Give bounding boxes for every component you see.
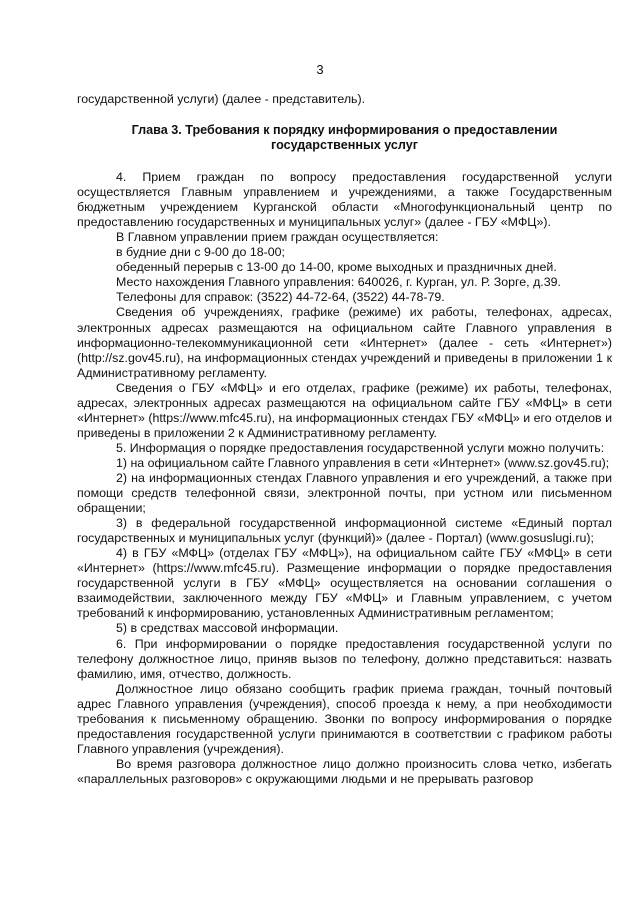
paragraph-5-sources: 5. Информация о порядке предоставления государственной услуги можно получить: — [116, 440, 605, 455]
paragraph-continuation: государственной услуги) (далее - представитель). — [77, 92, 366, 106]
paragraph-phones: Телефоны для справок: (3522) 44-72-64, (3522) 44-78-79. — [116, 290, 445, 305]
list-item-3: 3) в федеральной государственной информационной системе «Единый портал государственных и муниципальных услуг (функций)» (далее - Портал) (www.gosuslugi.ru); — [77, 516, 612, 546]
list-item-1: 1) на официальном сайте Главного управления в сети «Интернет» (www.sz.gov45.ru); — [116, 455, 610, 470]
paragraph-official-duties: Должностное лицо обязано сообщить график приема граждан, точный почтовый адрес Главного управления (учреждения), способ проезда к нему, а при необходимости требования к письменному обращению. Звонки по вопросу информирования о порядке предоставления государственной услуги принимаются в соответствии с графиком работы Главного управления (учреждения). — [77, 681, 612, 756]
paragraph-6-phone-info: 6. При информировании о порядке предоставления государственной услуги по телефону должностное лицо, приняв вызов по телефону, должно представиться: назвать фамилию, имя, отчество, должность. — [77, 636, 612, 681]
paragraph-reception-intro: В Главном управлении прием граждан осуществляется: — [116, 230, 439, 245]
paragraph-address: Место нахождения Главного управления: 640026, г. Курган, ул. Р. Зорге, д.39. — [116, 275, 561, 290]
paragraph-institutions-info: Сведения об учреждениях, графике (режиме) их работы, телефонах, адресах, электронных адресах размещаются на официальном сайте Главного управления в информационно-телекоммуникационной сети «Интернет» (далее - сеть «Интернет») (http://sz.gov45.ru), на информационных стендах учреждений и приведены в приложении 1 к Административному регламенту. — [77, 305, 612, 380]
list-item-2: 2) на информационных стендах Главного управления и его учреждений, а также при помощи средств телефонной связи, электронной почты, при устном или письменном обращении; — [77, 470, 612, 516]
paragraph-4-reception: 4. Прием граждан по вопросу предоставления государственной услуги осуществляется Главным управлением и учреждениями, а также Государственным бюджетным учреждением Курганской области «Многофункциональный центр по предоставлению государственных и муниципальных услуг» (далее - ГБУ «МФЦ»). — [77, 170, 612, 230]
list-item-5: 5) в средствах массовой информации. — [116, 621, 339, 636]
paragraph-lunch-break: обеденный перерыв с 13-00 до 14-00, кроме выходных и праздничных дней. — [116, 260, 557, 275]
page-number: 3 — [316, 62, 324, 77]
paragraph-weekdays-hours: в будние дни с 9-00 до 18-00; — [116, 245, 285, 260]
list-item-4: 4) в ГБУ «МФЦ» (отделах ГБУ «МФЦ»), на официальном сайте ГБУ «МФЦ» в сети «Интернет» (https://www.mfc45.ru). Размещение информации о порядке предоставления государственной услуги в ГБУ «МФЦ» осуществляется на основании соглашения о взаимодействии, заключенного между ГБУ «МФЦ» и Главным управлением, с учетом требований к информированию, установленных Административным регламентом; — [77, 546, 612, 621]
chapter-3-title: Глава 3. Требования к порядку информирования о предоставлении государственных услуг — [131, 123, 558, 153]
paragraph-conversation-rules: Во время разговора должностное лицо должно произносить слова четко, избегать «параллельных разговоров» с окружающими людьми и не прерывать разговор — [77, 756, 612, 786]
paragraph-mfc-info: Сведения о ГБУ «МФЦ» и его отделах, графике (режиме) их работы, телефонах, адресах, электронных адресах размещаются на официальном сайте ГБУ «МФЦ» в сети «Интернет» (https://www.mfc45.ru), на информационных стендах ГБУ «МФЦ» и его отделов и приведены в приложении 2 к Административному регламенту. — [77, 380, 612, 440]
document-body — [77, 92, 612, 787]
